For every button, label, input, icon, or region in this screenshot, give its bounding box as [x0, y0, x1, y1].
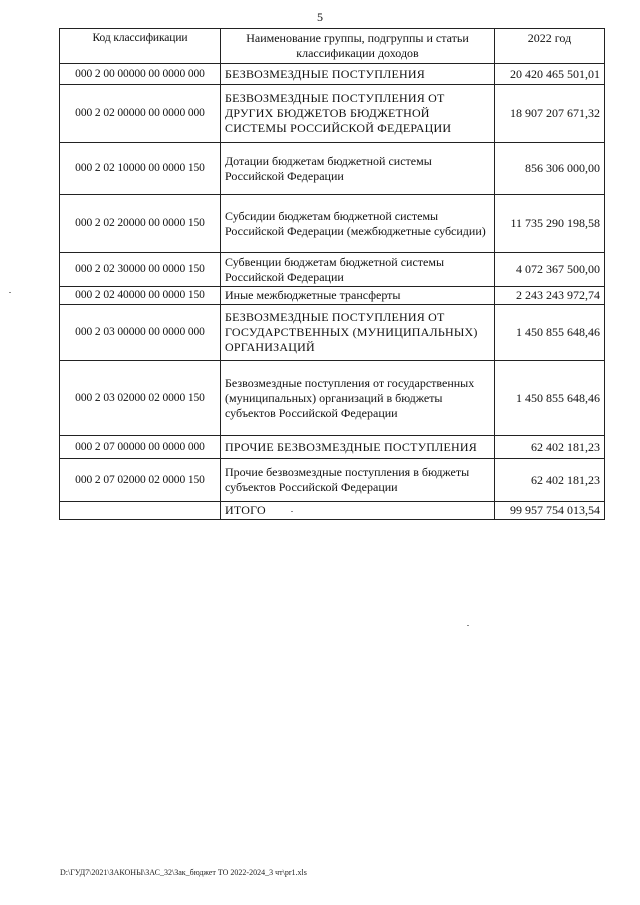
row-name: ИТОГО: [221, 502, 495, 520]
row-code: 000 2 02 30000 00 0000 150: [60, 253, 221, 287]
table-row: [60, 361, 605, 436]
scan-speck: [9, 292, 11, 293]
row-amount: 4 072 367 500,00: [495, 253, 605, 287]
row-amount: 99 957 754 013,54: [495, 502, 605, 520]
row-amount: 2 243 243 972,74: [495, 287, 605, 305]
row-code: 000 2 07 00000 00 0000 000: [60, 436, 221, 459]
row-code: 000 2 02 20000 00 0000 150: [60, 195, 221, 253]
row-name: БЕЗВОЗМЕЗДНЫЕ ПОСТУПЛЕНИЯ ОТ ГОСУДАРСТВЕННЫХ (МУНИЦИПАЛЬНЫХ) ОРГАНИЗАЦИЙ: [221, 305, 495, 361]
table-row: [60, 459, 605, 502]
header-amount: 2022 год: [495, 29, 605, 64]
scan-speck: [291, 511, 293, 512]
table-row: [60, 143, 605, 195]
row-amount: 1 450 855 648,46: [495, 361, 605, 436]
row-amount: 1 450 855 648,46: [495, 305, 605, 361]
row-amount: 20 420 465 501,01: [495, 64, 605, 85]
footer-file-path: D:\ГУД7\2021\ЗАКОНЫ\ЗАС_32\Зак_бюджет ТО 2022-2024_3 чт\pr1.xls: [60, 868, 307, 877]
row-name: Иные межбюджетные трансферты: [221, 287, 495, 305]
table-row: [60, 287, 605, 305]
row-amount: 856 306 000,00: [495, 143, 605, 195]
row-code: 000 2 03 00000 00 0000 000: [60, 305, 221, 361]
table-row: [60, 195, 605, 253]
row-amount: 18 907 207 671,32: [495, 85, 605, 143]
header-code: Код классификации: [60, 29, 221, 64]
table-header-row: [60, 29, 605, 64]
row-code: 000 2 02 10000 00 0000 150: [60, 143, 221, 195]
row-amount: 11 735 290 198,58: [495, 195, 605, 253]
table-row: [60, 436, 605, 459]
row-code: 000 2 02 40000 00 0000 150: [60, 287, 221, 305]
header-name: Наименование группы, подгруппы и статьи классификации доходов: [221, 29, 495, 64]
table-row: [60, 64, 605, 85]
row-code: 000 2 00 00000 00 0000 000: [60, 64, 221, 85]
budget-revenue-table: [59, 28, 605, 520]
table-row: [60, 253, 605, 287]
row-name: Прочие безвозмездные поступления в бюджеты субъектов Российской Федерации: [221, 459, 495, 502]
row-code: 000 2 07 02000 02 0000 150: [60, 459, 221, 502]
row-name: Безвозмездные поступления от государственных (муниципальных) организаций в бюджеты субъектов Российской Федерации: [221, 361, 495, 436]
row-name: Субвенции бюджетам бюджетной системы Российской Федерации: [221, 253, 495, 287]
table-row-total: [60, 502, 605, 520]
table-row: [60, 305, 605, 361]
row-name: БЕЗВОЗМЕЗДНЫЕ ПОСТУПЛЕНИЯ: [221, 64, 495, 85]
row-name: БЕЗВОЗМЕЗДНЫЕ ПОСТУПЛЕНИЯ ОТ ДРУГИХ БЮДЖЕТОВ БЮДЖЕТНОЙ СИСТЕМЫ РОССИЙСКОЙ ФЕДЕРАЦИИ: [221, 85, 495, 143]
row-code: [60, 502, 221, 520]
row-name: Субсидии бюджетам бюджетной системы Российской Федерации (межбюджетные субсидии): [221, 195, 495, 253]
page-number: 5: [317, 10, 323, 24]
row-code: 000 2 02 00000 00 0000 000: [60, 85, 221, 143]
row-name: ПРОЧИЕ БЕЗВОЗМЕЗДНЫЕ ПОСТУПЛЕНИЯ: [221, 436, 495, 459]
row-code: 000 2 03 02000 02 0000 150: [60, 361, 221, 436]
scan-speck: [467, 625, 469, 626]
row-name: Дотации бюджетам бюджетной системы Российской Федерации: [221, 143, 495, 195]
table-row: [60, 85, 605, 143]
row-amount: 62 402 181,23: [495, 459, 605, 502]
row-amount: 62 402 181,23: [495, 436, 605, 459]
